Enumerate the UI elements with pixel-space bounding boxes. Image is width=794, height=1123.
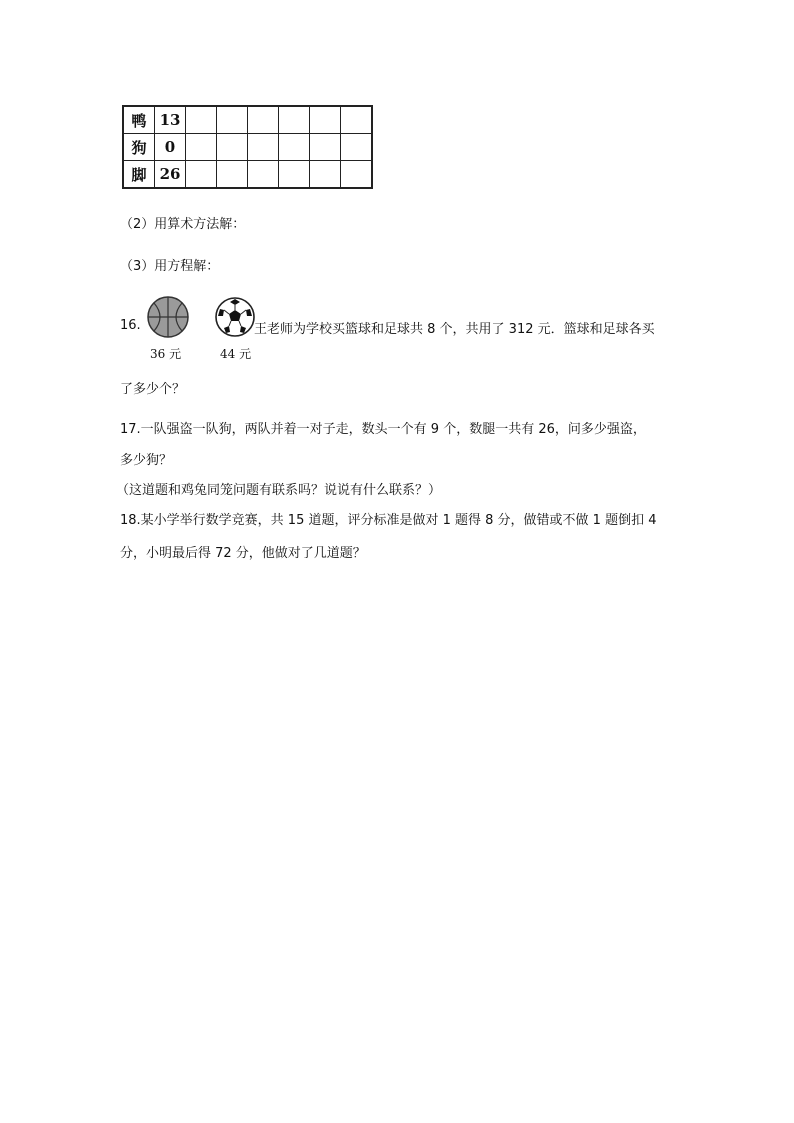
- table-row: [123, 106, 372, 134]
- blank-cell: [248, 134, 279, 161]
- q17-line1: 17.一队强盗一队狗，两队并着一对子走，数头一个有 9 个，数腿一共有 26，问多少强盗，: [120, 422, 646, 437]
- blank-cell: [217, 161, 248, 189]
- blank-cell: [186, 161, 217, 189]
- blank-cell: [310, 134, 341, 161]
- blank-cell: [217, 134, 248, 161]
- blank-cell: [310, 161, 341, 189]
- q16-text-line2: 了多少个？: [120, 382, 186, 397]
- row-label: 狗: [123, 134, 155, 161]
- blank-cell: [279, 106, 310, 134]
- football-price: 44 元: [220, 347, 252, 361]
- blank-cell: [186, 134, 217, 161]
- q17-line2: 多少狗？: [120, 453, 173, 468]
- blank-cell: [186, 106, 217, 134]
- blank-cell: [279, 161, 310, 189]
- football-icon: [214, 296, 256, 342]
- basketball-icon: [146, 295, 190, 343]
- tally-table: [122, 105, 373, 189]
- q18-line1: 18.某小学举行数学竞赛，共 15 道题，评分标准是做对 1 题得 8 分，做错或不做 1 题倒扣 4: [120, 513, 657, 528]
- q16-text-line1: 王老师为学校买篮球和足球共 8 个，共用了 312 元．篮球和足球各买: [254, 322, 655, 337]
- blank-cell: [341, 161, 373, 189]
- blank-cell: [310, 106, 341, 134]
- row-value: 26: [155, 161, 186, 189]
- q17-line3: （这道题和鸡兔同笼问题有联系吗？说说有什么联系？）: [116, 483, 442, 498]
- q16-number: 16.: [120, 318, 141, 333]
- blank-cell: [341, 106, 373, 134]
- basketball-price: 36 元: [150, 347, 182, 361]
- row-value: 13: [155, 106, 186, 134]
- row-label: 鸭: [123, 106, 155, 134]
- q15-part2: （2）用算术方法解：: [120, 217, 246, 232]
- row-label: 脚: [123, 161, 155, 189]
- table-row: [123, 161, 372, 189]
- blank-cell: [248, 106, 279, 134]
- row-value: 0: [155, 134, 186, 161]
- q18-line2: 分，小明最后得 72 分，他做对了几道题？: [120, 546, 366, 561]
- blank-cell: [341, 134, 373, 161]
- q15-part3: （3）用方程解：: [120, 259, 220, 274]
- blank-cell: [217, 106, 248, 134]
- blank-cell: [279, 134, 310, 161]
- blank-cell: [248, 161, 279, 189]
- table-row: [123, 134, 372, 161]
